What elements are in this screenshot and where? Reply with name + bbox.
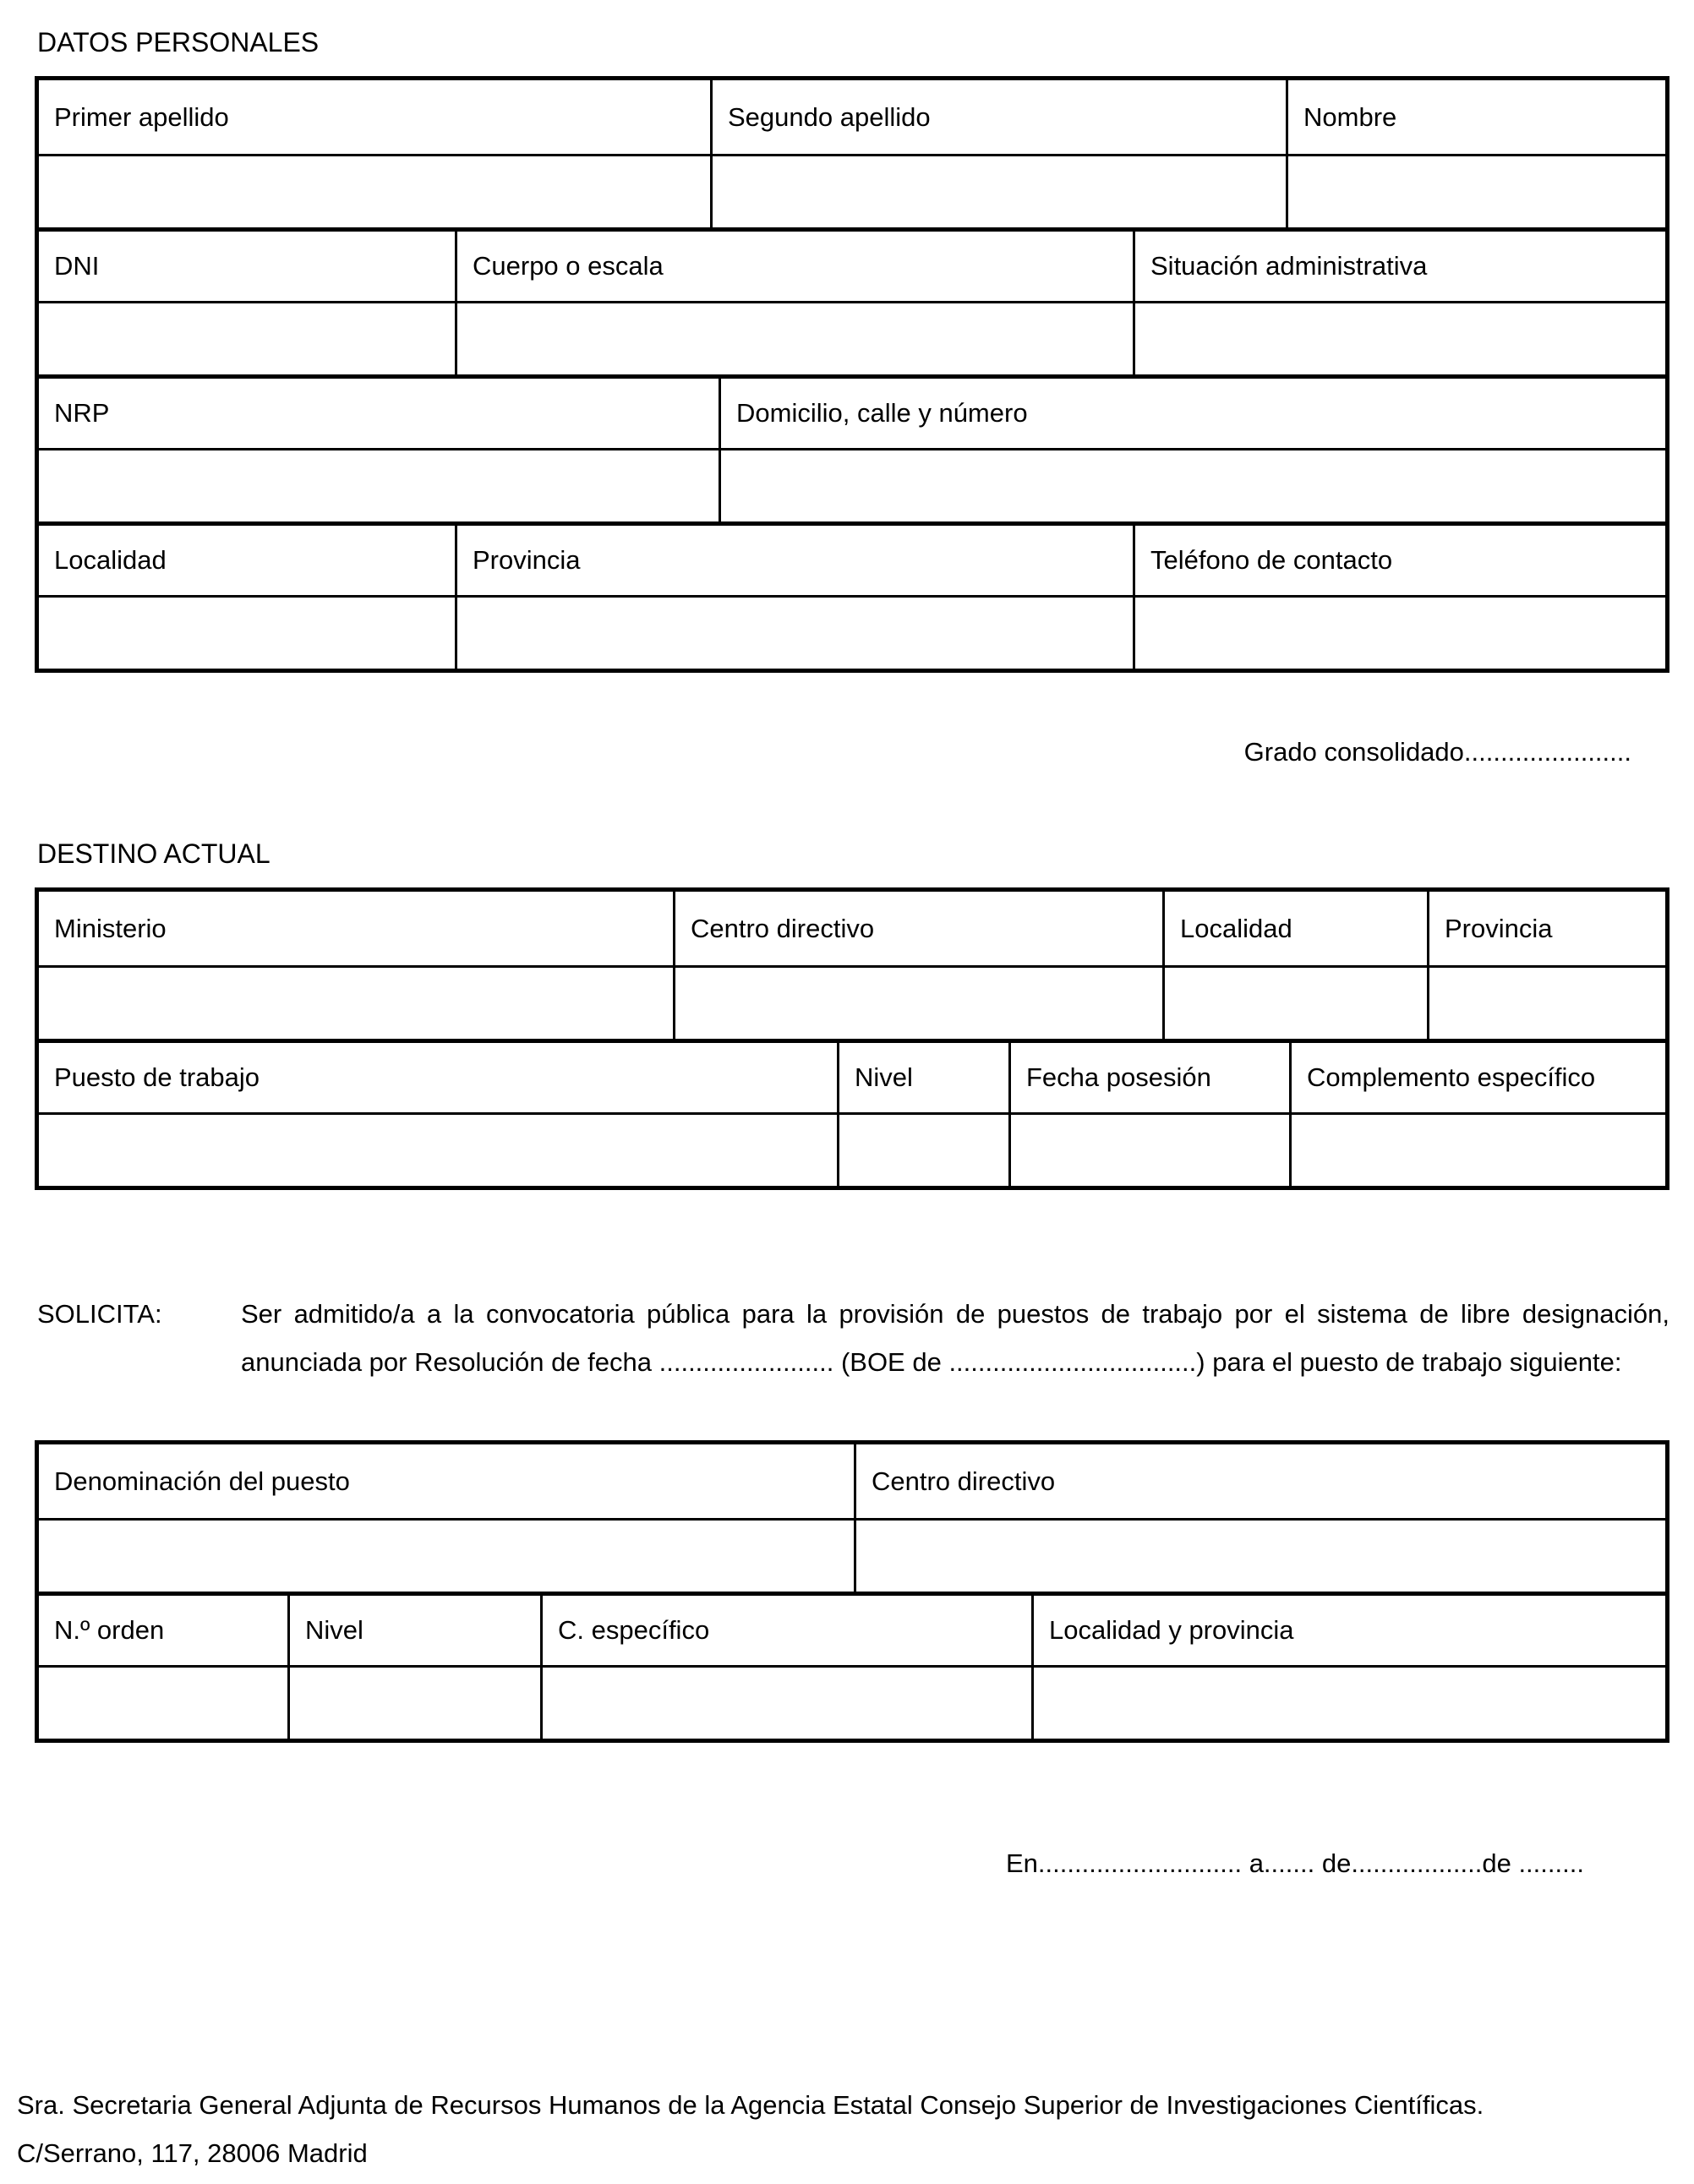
- telefono-label: Teléfono de contacto: [1133, 526, 1665, 595]
- segundo-apellido-input-cell[interactable]: [710, 156, 1286, 227]
- table-row: [39, 448, 1665, 521]
- primer-apellido-input-cell[interactable]: [39, 156, 710, 227]
- table-row: [39, 1039, 1665, 1112]
- nrp-label: NRP: [54, 398, 110, 428]
- nombre-input-cell[interactable]: [1286, 156, 1665, 227]
- section-title-destino-actual: DESTINO ACTUAL: [37, 838, 270, 869]
- localidad-input-cell[interactable]: [39, 598, 455, 669]
- telefono-input-cell[interactable]: [1133, 598, 1665, 669]
- ministerio-label: Ministerio: [54, 913, 167, 943]
- footer-line-1: Sra. Secretaria General Adjunta de Recursos Humanos de la Agencia Estatal Consejo Superior de Investigaciones Científicas.: [17, 2090, 1484, 2120]
- puesto-nivel-label: Nivel: [287, 1596, 540, 1665]
- solicita-line-2: anunciada por Resolución de fecha ........................ (BOE de ..................................) para el puesto de trabajo siguiente:: [241, 1347, 1622, 1377]
- localidad-label: Localidad: [54, 545, 167, 575]
- centro-directivo-input-cell[interactable]: [673, 968, 1162, 1039]
- complemento-especifico-label: Complemento específico: [1289, 1043, 1665, 1112]
- table-row: [39, 1592, 1665, 1665]
- fecha-posesion-input-cell[interactable]: [1008, 1115, 1289, 1186]
- grado-consolidado-line: Grado consolidado.......................: [1243, 737, 1631, 767]
- table-row: [39, 965, 1665, 1039]
- destino-provincia-input-cell[interactable]: [1427, 968, 1665, 1039]
- localidad-y-provincia-input-cell[interactable]: [1031, 1668, 1665, 1739]
- denominacion-del-puesto-label: Denominación del puesto: [54, 1466, 350, 1496]
- c-especifico-label: C. específico: [540, 1596, 1031, 1665]
- domicilio-input-cell[interactable]: [719, 450, 1665, 521]
- footer-address: [17, 2081, 1674, 2177]
- nombre-label: Nombre: [1286, 80, 1665, 154]
- destino-localidad-input-cell[interactable]: [1162, 968, 1427, 1039]
- domicilio-label: Domicilio, calle y número: [719, 379, 1665, 448]
- segundo-apellido-label: Segundo apellido: [710, 80, 1286, 154]
- table-row: [39, 595, 1665, 669]
- cuerpo-o-escala-input-cell[interactable]: [455, 303, 1133, 374]
- table-row: [39, 1518, 1665, 1592]
- c-especifico-input-cell[interactable]: [540, 1668, 1031, 1739]
- table-row: [39, 301, 1665, 374]
- dni-label: DNI: [54, 251, 100, 281]
- localidad-y-provincia-label: Localidad y provincia: [1031, 1596, 1665, 1665]
- table-row: [39, 1112, 1665, 1186]
- num-orden-input-cell[interactable]: [39, 1668, 287, 1739]
- destino-actual-table: [35, 887, 1669, 1190]
- solicita-line-1: Ser admitido/a a la convocatoria pública para la provisión de puestos de trabajo por el sistema de libre designación,: [241, 1299, 1669, 1329]
- fecha-posesion-label: Fecha posesión: [1008, 1043, 1289, 1112]
- puesto-de-trabajo-input-cell[interactable]: [39, 1115, 837, 1186]
- datos-personales-table: [35, 76, 1669, 673]
- puesto-centro-directivo-input-cell[interactable]: [854, 1521, 1665, 1592]
- situacion-administrativa-label: Situación administrativa: [1133, 232, 1665, 301]
- table-row: [39, 227, 1665, 301]
- num-orden-label: N.º orden: [54, 1615, 165, 1645]
- destino-provincia-label: Provincia: [1427, 892, 1665, 965]
- table-row: [39, 154, 1665, 227]
- table-row: [39, 892, 1665, 965]
- table-row: [39, 1444, 1665, 1518]
- table-row: [39, 1665, 1665, 1739]
- complemento-especifico-input-cell[interactable]: [1289, 1115, 1665, 1186]
- dni-input-cell[interactable]: [39, 303, 455, 374]
- centro-directivo-label: Centro directivo: [673, 892, 1162, 965]
- table-row: [39, 374, 1665, 448]
- nrp-input-cell[interactable]: [39, 450, 719, 521]
- puesto-solicitado-table: [35, 1440, 1669, 1743]
- solicita-paragraph: [241, 1290, 1669, 1386]
- puesto-centro-directivo-label: Centro directivo: [854, 1444, 1665, 1518]
- date-signature-line: En............................ a....... de..................de .........: [1006, 1848, 1584, 1878]
- denominacion-del-puesto-input-cell[interactable]: [39, 1521, 854, 1592]
- section-title-datos-personales: DATOS PERSONALES: [37, 27, 320, 57]
- footer-line-2: C/Serrano, 117, 28006 Madrid: [17, 2138, 368, 2168]
- primer-apellido-label: Primer apellido: [54, 101, 229, 132]
- provincia-input-cell[interactable]: [455, 598, 1133, 669]
- ministerio-input-cell[interactable]: [39, 968, 673, 1039]
- nivel-input-cell[interactable]: [837, 1115, 1008, 1186]
- situacion-administrativa-input-cell[interactable]: [1133, 303, 1665, 374]
- cuerpo-o-escala-label: Cuerpo o escala: [455, 232, 1133, 301]
- provincia-label: Provincia: [455, 526, 1133, 595]
- table-row: [39, 80, 1665, 154]
- table-row: [39, 521, 1665, 595]
- puesto-nivel-input-cell[interactable]: [287, 1668, 540, 1739]
- nivel-label: Nivel: [837, 1043, 1008, 1112]
- puesto-de-trabajo-label: Puesto de trabajo: [54, 1062, 260, 1092]
- solicita-label: SOLICITA:: [37, 1299, 162, 1329]
- destino-localidad-label: Localidad: [1162, 892, 1427, 965]
